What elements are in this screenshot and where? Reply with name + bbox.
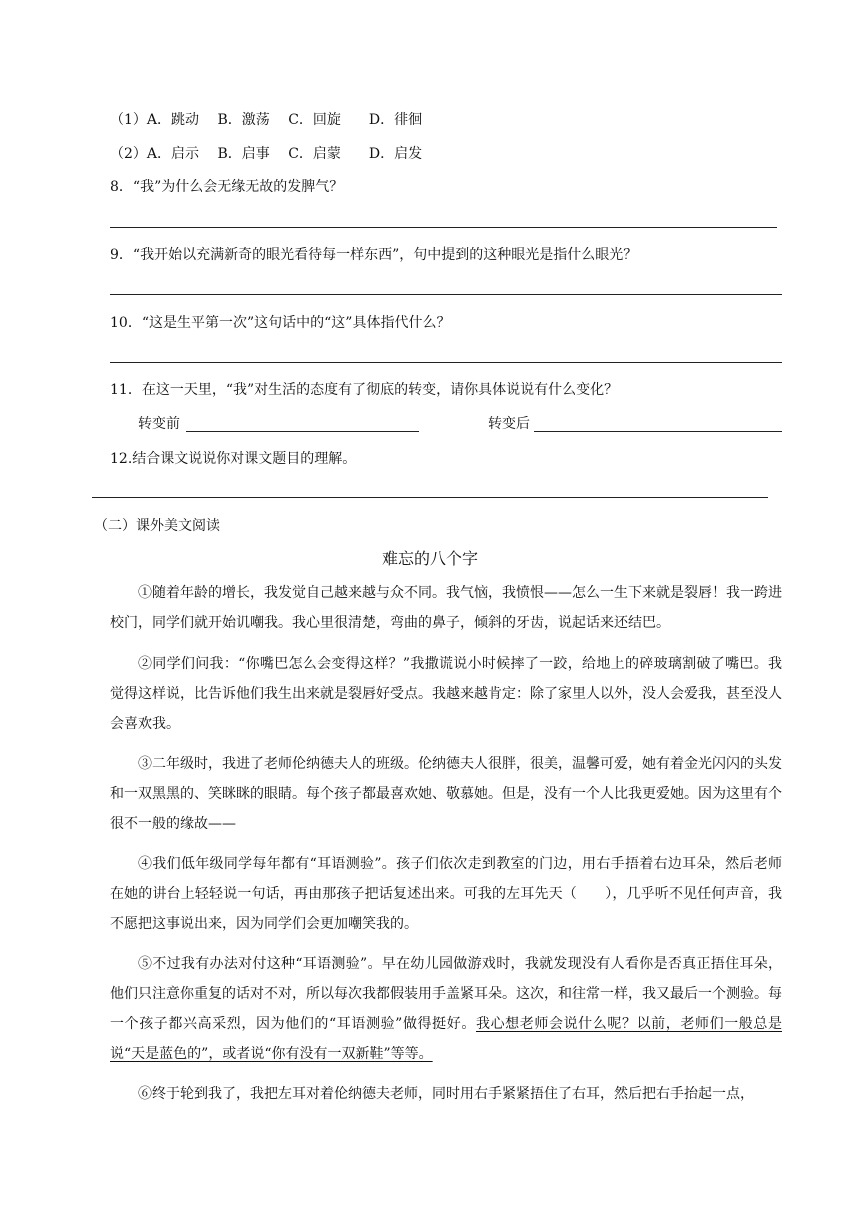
before-change-label: 转变前 <box>138 416 180 432</box>
answer-line-10[interactable] <box>110 362 782 363</box>
paragraph-1: ①随着年龄的增长，我发觉自己越来越与众不同。我气恼，我愤恨——怎么一生下来就是裂唇！我一跨进校门，同学们就开始讥嘲我。我心里很清楚，弯曲的鼻子，倾斜的牙齿，说起话来还结巴。 <box>110 585 782 631</box>
paragraph-5 <box>110 949 782 1069</box>
paragraph-5-underlined-sentence: 我心想老师会说什么呢？以前，老师们一般总是说“天是蓝色的”，或者说“你有没有一双新鞋”等等。 <box>110 1016 782 1062</box>
after-change-answer-line[interactable] <box>534 431 782 432</box>
paragraph-3: ③二年级时，我进了老师伦纳德夫人的班级。伦纳德夫人很胖，很美，温馨可爱，她有着金光闪闪的头发和一双黑黑的、笑眯眯的眼睛。每个孩子都最喜欢她、敬慕她。但是，没有一个人比我更爱她。因为这里有个很不一般的缘故—— <box>110 756 782 832</box>
question-10: 10．“这是生平第一次”这句话中的“这”具体指代什么？ <box>110 315 451 331</box>
question-9: 9．“我开始以充满新奇的眼光看待每一样东西”，句中提到的这种眼光是指什么眼光？ <box>110 247 638 263</box>
question-11: 11．在这一天里，“我”对生活的态度有了彻底的转变，请你具体说说有什么变化？ <box>110 382 619 398</box>
answer-line-8[interactable] <box>110 227 777 228</box>
article-title: 难忘的八个字 <box>382 549 479 568</box>
paragraph-5-text: ⑤不过我有办法对付这种“耳语测验”。早在幼儿园做游戏时，我就发现没有人看你是否真正捂住耳朵，他们只注意你重复的话对不对，所以每次我都假装用手盖紧耳朵。这次，和往常一样，我又最后一个测验。每一个孩子都兴高采烈，因为他们的“耳语测验”做得挺好。 <box>110 956 782 1032</box>
question-8: 8．“我”为什么会无缘无故的发脾气？ <box>110 179 344 195</box>
question-7-options-1: （1）A．跳动 B．激荡 C．回旋 D．徘徊 <box>110 112 423 128</box>
paragraph-4: ④我们低年级同学每年都有“耳语测验”。孩子们依次走到教室的门边，用右手捂着右边耳朵，然后老师在她的讲台上轻轻说一句话，再由那孩子把话复述出来。可我的左耳先天（ ），几乎听不见任何声音，我不愿把这事说出来，因为同学们会更加嘲笑我的。 <box>110 856 782 932</box>
paragraph-6: ⑥终于轮到我了，我把左耳对着伦纳德夫老师，同时用右手紧紧捂住了右耳，然后把右手抬起一点， <box>138 1086 754 1102</box>
answer-line-9[interactable] <box>110 294 782 295</box>
before-change-answer-line[interactable] <box>186 431 419 432</box>
after-change-label: 转变后 <box>488 416 530 432</box>
section-2-heading: （二）课外美文阅读 <box>94 518 220 534</box>
paragraph-2: ②同学们问我：“你嘴巴怎么会变得这样？”我撒谎说小时候摔了一跤，给地上的碎玻璃割破了嘴巴。我觉得这样说，比告诉他们我生出来就是裂唇好受点。我越来越肯定：除了家里人以外，没人会爱我，甚至没人会喜欢我。 <box>110 656 782 732</box>
question-7-options-2: （2）A．启示 B．启事 C．启蒙 D．启发 <box>110 146 423 162</box>
answer-line-12[interactable] <box>92 497 768 498</box>
question-12: 12.结合课文说说你对课文题目的理解。 <box>110 451 357 467</box>
